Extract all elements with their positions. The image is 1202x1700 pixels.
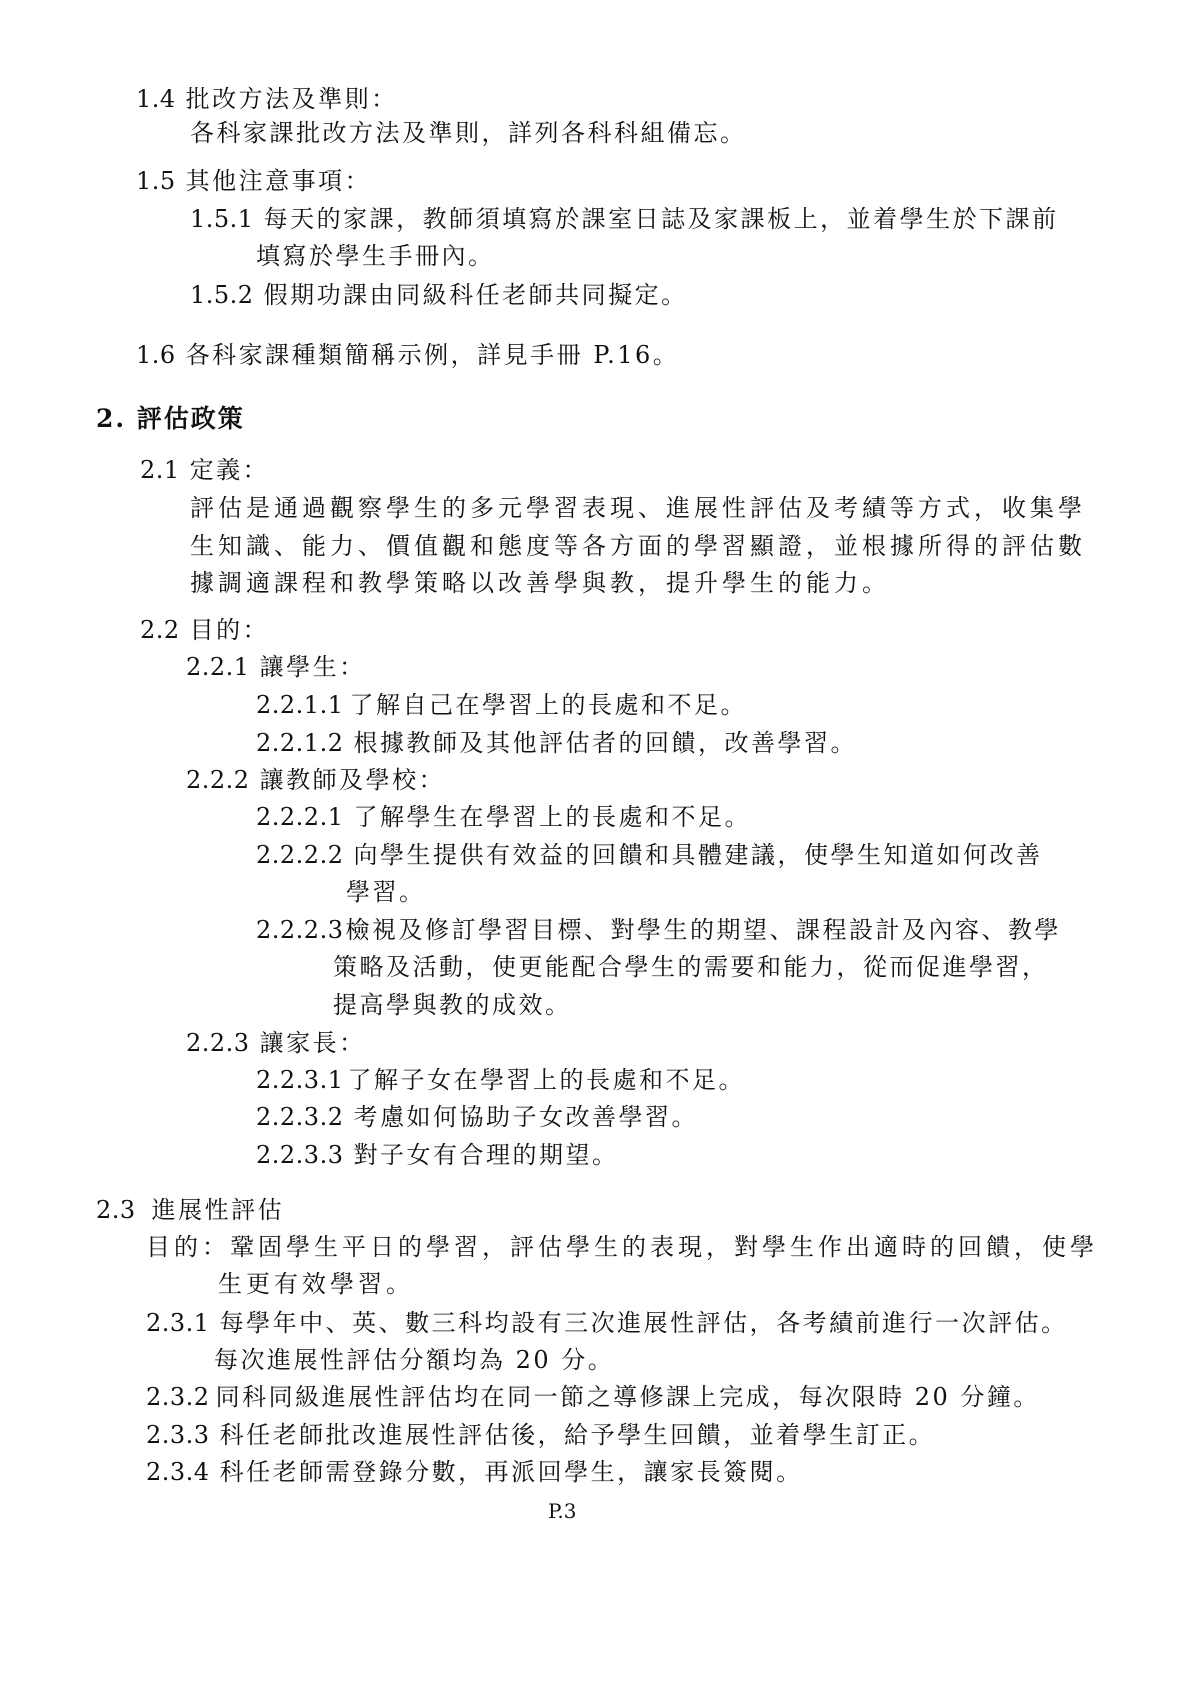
section-2-3-heading (96, 1195, 284, 1225)
item-2-3-2 (146, 1382, 1040, 1412)
definition-line-2: 生知識、能力、價值觀和態度等各方面的學習顯證，並根據所得的評估數 (190, 532, 1086, 560)
section-title: 定義： (189, 456, 270, 484)
item-text: 假期功課由同級科任老師共同擬定。 (263, 281, 688, 309)
purpose-line-2: 生更有效學習。 (218, 1270, 414, 1298)
section-title: 進展性評估 (151, 1196, 285, 1224)
item-number: 1.5.1 (190, 205, 254, 233)
item-text: 對子女有合理的期望。 (353, 1141, 619, 1169)
definition-line-1: 評估是通過觀察學生的多元學習表現、進展性評估及考績等方式，收集學 (190, 494, 1086, 522)
item-number: 2.2.3.3 (256, 1141, 344, 1169)
item-text: 每天的家課，教師須填寫於課室日誌及家課板上，並着學生於下課前 (263, 205, 1059, 233)
item-text: 科任老師需登錄分數，再派回學生，讓家長簽閱。 (219, 1458, 803, 1486)
item-2-3-1 (146, 1308, 1068, 1338)
section-number: 2.1 (140, 456, 180, 484)
item-number: 2.2.1.1 (256, 691, 344, 719)
item-number: 2.2.2 (186, 766, 250, 794)
section-2-2-heading (140, 615, 269, 645)
item-2-2-2-2 (256, 840, 1042, 870)
item-2-3-4 (146, 1457, 803, 1487)
item-number: 2.2.2.3 (256, 916, 344, 944)
item-number: 2.2.2.1 (256, 803, 344, 831)
item-2-2-2-2-cont: 學習。 (346, 878, 426, 906)
section-1-4-body: 各科家課批改方法及準則，詳列各科科組備忘。 (190, 119, 747, 147)
item-number: 2.2.2.2 (256, 841, 344, 869)
item-number: 2.2.3 (186, 1029, 250, 1057)
item-text: 同科同級進展性評估均在同一節之導修課上完成，每次限時 20 分鐘。 (215, 1383, 1040, 1411)
purpose-text: 鞏固學生平日的學習，評估學生的表現，對學生作出適時的回饋，使學 (230, 1233, 1098, 1261)
item-text: 了解自己在學習上的長處和不足。 (349, 691, 747, 719)
item-1-5-2 (190, 280, 688, 310)
section-number: 1.5 (136, 167, 176, 195)
section-1-5-heading (136, 166, 371, 196)
purpose-line-1 (146, 1232, 1098, 1262)
section-2-heading: 2. 評估政策 (96, 404, 245, 433)
section-1-6 (136, 340, 679, 370)
item-text: 向學生提供有效益的回饋和具體建議，使學生知道如何改善 (353, 841, 1043, 869)
item-number: 2.2.3.2 (256, 1103, 344, 1131)
item-number: 2.2.3.1 (256, 1066, 344, 1094)
item-text: 根據教師及其他評估者的回饋，改善學習。 (353, 729, 857, 757)
item-number: 2.3.3 (146, 1421, 210, 1449)
section-title: 批改方法及準則： (185, 85, 398, 113)
item-title: 讓學生： (259, 653, 366, 681)
item-number: 2.3.1 (146, 1309, 210, 1337)
item-title: 讓家長： (259, 1029, 366, 1057)
item-text: 了解學生在學習上的長處和不足。 (353, 803, 751, 831)
item-title: 讓教師及學校： (259, 766, 446, 794)
item-number: 1.5.2 (190, 281, 254, 309)
section-number: 2.3 (96, 1196, 136, 1224)
item-2-2-3-3 (256, 1140, 618, 1170)
section-title: 其他注意事項： (185, 167, 372, 195)
item-number: 2.2.1 (186, 653, 250, 681)
item-text: 檢視及修訂學習目標、對學生的期望、課程設計及內容、教學 (345, 916, 1061, 944)
item-2-2-2-1 (256, 802, 751, 832)
item-1-5-1-cont: 填寫於學生手冊內。 (256, 242, 495, 270)
item-2-2-3-1 (256, 1065, 745, 1095)
section-1-4-heading (136, 84, 398, 114)
item-2-2-2-3-cont-1: 策略及活動，使更能配合學生的需要和能力，從而促進學習， (333, 953, 1049, 981)
section-title: 目的： (189, 616, 270, 644)
section-number: 1.6 (136, 341, 176, 369)
item-text: 考慮如何協助子女改善學習。 (353, 1103, 698, 1131)
item-number: 2.3.4 (146, 1458, 210, 1486)
item-number: 2.2.1.2 (256, 729, 344, 757)
item-2-2-2 (186, 765, 445, 795)
item-2-2-1 (186, 652, 366, 682)
item-2-2-3 (186, 1028, 366, 1058)
definition-line-3: 據調適課程和教學策略以改善學與教，提升學生的能力。 (190, 569, 890, 597)
page-number: P.3 (548, 1499, 577, 1523)
item-number: 2.3.2 (146, 1383, 210, 1411)
section-number: 2.2 (140, 616, 180, 644)
item-2-2-2-3-cont-2: 提高學與教的成效。 (333, 991, 572, 1019)
item-2-2-1-2 (256, 728, 857, 758)
section-2-1-heading (140, 455, 269, 485)
purpose-label: 目的： (146, 1233, 230, 1261)
item-text: 了解子女在學習上的長處和不足。 (347, 1066, 745, 1094)
section-text: 各科家課種類簡稱示例，詳見手冊 P.16。 (185, 341, 680, 369)
item-2-3-3 (146, 1420, 935, 1450)
item-2-2-2-3 (256, 915, 1061, 945)
item-2-2-3-2 (256, 1102, 698, 1132)
item-2-3-1-cont: 每次進展性評估分額均為 20 分。 (214, 1346, 615, 1374)
item-text: 每學年中、英、數三科均設有三次進展性評估，各考績前進行一次評估。 (219, 1309, 1068, 1337)
item-text: 科任老師批改進展性評估後，給予學生回饋，並着學生訂正。 (219, 1421, 936, 1449)
item-2-2-1-1 (256, 690, 747, 720)
section-number: 1.4 (136, 85, 176, 113)
item-1-5-1 (190, 204, 1059, 234)
